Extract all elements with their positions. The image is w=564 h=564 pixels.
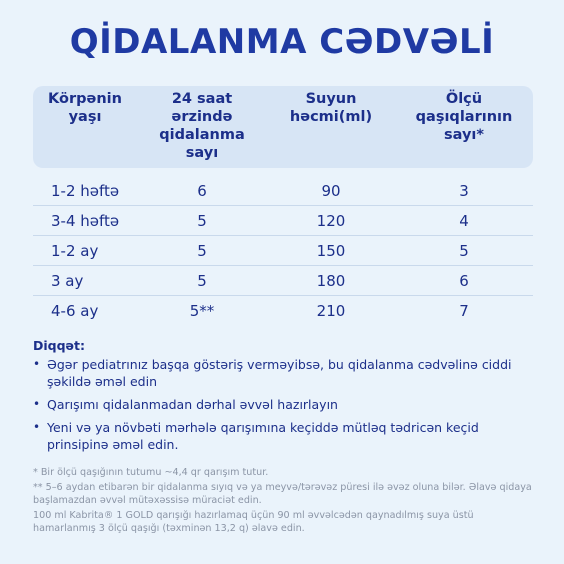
cell-water: 120: [316, 211, 346, 230]
header-line: həcmi(ml): [289, 109, 373, 125]
footnote-preparation: 100 ml Kabrita® 1 GOLD qarışığı hazırlamaq üçün 90 ml əvvəlcədən qaynadılmış suya üstü hamarlanmış 3 ölçü qaşığı (təxminən 13,2 q) əlavə edin.: [33, 510, 474, 534]
cell-scoops: 6: [459, 271, 469, 290]
header-line: sayı: [185, 145, 219, 161]
header-line: 24 saat: [171, 91, 233, 107]
cell-age: 3 ay: [51, 271, 84, 290]
cell-age: 1-2 həftə: [51, 181, 120, 200]
cell-feedings: 5: [197, 271, 207, 290]
cell-scoops: 5: [459, 241, 469, 260]
bullet-icon: •: [33, 420, 41, 434]
attention-item-text: Əgər pediatrınız başqa göstəriş verməyibsə, bu qidalanma cədvəlinə ciddi şəkildə əməl edin: [47, 357, 512, 389]
header-line: sayı*: [444, 127, 484, 143]
feeding-table: [33, 86, 533, 325]
footnote-complementary: ** 5–6 aydan etibarən bir qidalanma sıyıq və ya meyvə/tərəvəz püresi ilə əvəz oluna bilər. Əlavə qidaya başlamazdan əvvəl mütəxəssisə müraciət edin.: [33, 482, 532, 506]
table-header: [33, 86, 533, 168]
attention-title: Diqqət:: [33, 338, 86, 353]
attention-item: [33, 396, 533, 413]
attention-item: [33, 356, 533, 390]
footnote-scoop: * Bir ölçü qaşığının tutumu ~4,4 qr qarışım tutur.: [33, 467, 269, 478]
table-row: [33, 296, 533, 325]
attention-item-text: Qarışımı qidalanmadan dərhal əvvəl hazırlayın: [47, 397, 338, 412]
cell-water: 150: [316, 241, 346, 260]
attention-item-text: Yeni və ya növbəti mərhələ qarışımına keçiddə mütləq tədricən keçid prinsipinə əməl edin.: [47, 420, 479, 452]
header-line: qidalanma: [159, 127, 245, 143]
cell-age: 3-4 həftə: [51, 211, 120, 230]
cell-scoops: 3: [459, 181, 469, 200]
cell-age: 1-2 ay: [51, 241, 99, 260]
table-row: [33, 236, 533, 266]
header-line: Körpənin: [48, 91, 122, 107]
table-body: [33, 176, 533, 325]
bullet-icon: •: [33, 397, 41, 411]
cell-scoops: 4: [459, 211, 469, 230]
cell-feedings: 5: [197, 241, 207, 260]
table-row: [33, 266, 533, 296]
header-line: Ölçü: [445, 91, 483, 107]
page-title: QİDALANMA CƏDVƏLİ: [69, 22, 495, 62]
header-scoop-count: [395, 86, 533, 168]
header-line: yaşı: [68, 109, 102, 125]
bullet-icon: •: [33, 357, 41, 371]
header-line: ərzində: [171, 109, 233, 125]
cell-scoops: 7: [459, 301, 469, 320]
table-row: [33, 176, 533, 206]
header-feedings-per-day: [137, 86, 267, 168]
header-line: Suyun: [305, 91, 357, 107]
header-water-volume: [267, 86, 395, 168]
cell-feedings: 5**: [189, 301, 215, 320]
table-row: [33, 206, 533, 236]
cell-water: 90: [321, 181, 341, 200]
cell-age: 4-6 ay: [51, 301, 99, 320]
attention-item: [33, 419, 533, 453]
footnotes: [33, 466, 533, 537]
cell-water: 210: [316, 301, 346, 320]
header-baby-age: [33, 86, 137, 168]
cell-feedings: 5: [197, 211, 207, 230]
cell-feedings: 6: [197, 181, 207, 200]
attention-section: [33, 338, 533, 459]
header-line: qaşıqlarının: [415, 109, 513, 125]
cell-water: 180: [316, 271, 346, 290]
